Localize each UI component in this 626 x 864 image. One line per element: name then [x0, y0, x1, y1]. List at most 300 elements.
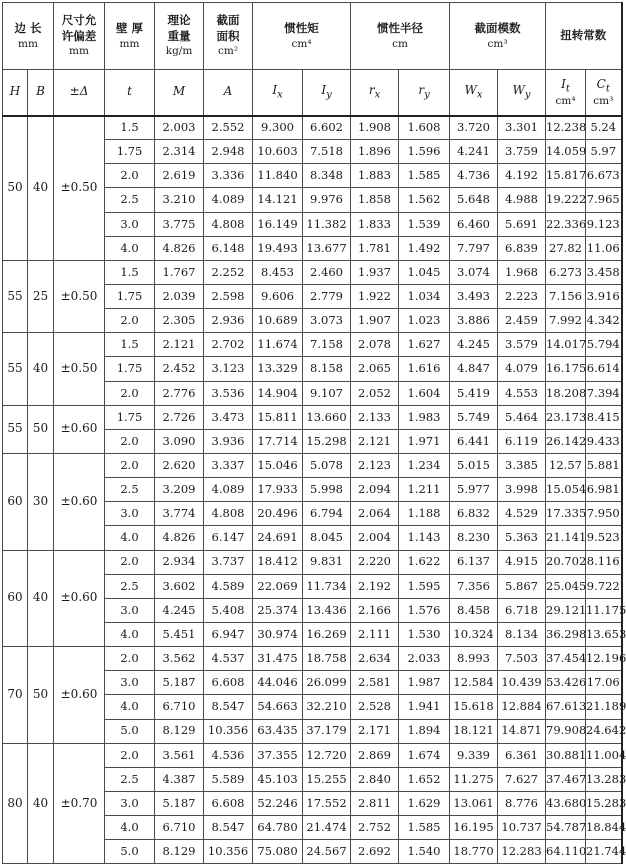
- cell-t: 2.0: [105, 647, 155, 671]
- cell-tolerance: ±0.60: [54, 453, 105, 550]
- cell-Wy: 4.553: [498, 381, 546, 405]
- cell-rx: 2.840: [351, 767, 399, 791]
- tolerance-unit: mm: [69, 45, 89, 58]
- symbol-rx: [351, 70, 399, 116]
- cell-Ct: 5.794: [586, 333, 622, 357]
- cell-Iy: 2.779: [303, 284, 351, 308]
- cell-rx: 1.922: [351, 284, 399, 308]
- cell-rx: 2.811: [351, 791, 399, 815]
- cell-Wx: 9.339: [450, 743, 498, 767]
- symbol-Wx-sub: x: [476, 89, 483, 101]
- cell-A: 4.536: [204, 743, 253, 767]
- wall-thickness-unit: mm: [119, 37, 140, 50]
- cell-Ct: 13.283: [586, 767, 622, 791]
- cell-It: 37.467: [546, 767, 586, 791]
- cell-Ct: 5.24: [586, 116, 622, 140]
- cell-Wy: 12.283: [498, 840, 546, 864]
- cell-Iy: 5.998: [303, 478, 351, 502]
- cell-It: 53.426: [546, 671, 586, 695]
- cell-Ct: 11.06: [586, 236, 622, 260]
- cell-ry: 1.622: [399, 550, 450, 574]
- cell-Ix: 16.149: [253, 212, 303, 236]
- cell-M: 3.561: [155, 743, 204, 767]
- header-tolerance: [54, 3, 105, 70]
- cell-A: 5.408: [204, 598, 253, 622]
- cell-M: 5.451: [155, 622, 204, 646]
- cell-Iy: 13.436: [303, 598, 351, 622]
- cell-rx: 1.858: [351, 188, 399, 212]
- header-section-modulus: [450, 3, 546, 70]
- header-theoretical-weight: [155, 3, 204, 70]
- cell-Wy: 2.223: [498, 284, 546, 308]
- symbol-Ct-unit: cm³: [593, 94, 614, 107]
- cell-H: 55: [3, 333, 28, 405]
- cell-ry: 1.629: [399, 791, 450, 815]
- cell-Wx: 4.847: [450, 357, 498, 381]
- cell-t: 5.0: [105, 840, 155, 864]
- cell-Iy: 6.794: [303, 502, 351, 526]
- cell-ry: 1.023: [399, 309, 450, 333]
- cell-rx: 2.634: [351, 647, 399, 671]
- area-label-line2: 面积: [216, 28, 240, 43]
- cell-ry: 1.585: [399, 164, 450, 188]
- cell-It: 18.208: [546, 381, 586, 405]
- area-label-line1: 截面: [216, 13, 240, 28]
- cell-Wy: 8.134: [498, 622, 546, 646]
- cell-A: 4.589: [204, 574, 253, 598]
- cell-Ct: 8.116: [586, 550, 622, 574]
- cell-Wy: 3.301: [498, 116, 546, 140]
- cell-ry: 1.652: [399, 767, 450, 791]
- cell-Wx: 5.749: [450, 405, 498, 429]
- cell-It: 14.059: [546, 140, 586, 164]
- cell-Ix: 30.974: [253, 622, 303, 646]
- symbol-t: [105, 70, 155, 116]
- cell-A: 4.537: [204, 647, 253, 671]
- symbol-Wy: [498, 70, 546, 116]
- cell-Ct: 7.950: [586, 502, 622, 526]
- cell-It: 43.680: [546, 791, 586, 815]
- cell-t: 2.0: [105, 550, 155, 574]
- symbol-It: [546, 70, 586, 116]
- cell-t: 4.0: [105, 236, 155, 260]
- cell-It: 23.173: [546, 405, 586, 429]
- cell-t: 5.0: [105, 719, 155, 743]
- header-moment-of-inertia: [253, 3, 351, 70]
- cell-Iy: 21.474: [303, 816, 351, 840]
- cell-Ix: 8.453: [253, 260, 303, 284]
- cell-Iy: 9.107: [303, 381, 351, 405]
- cell-t: 4.0: [105, 816, 155, 840]
- cell-tolerance: ±0.60: [54, 550, 105, 647]
- cell-Wy: 10.439: [498, 671, 546, 695]
- cell-M: 3.602: [155, 574, 204, 598]
- cell-It: 12.238: [546, 116, 586, 140]
- cell-It: 22.336: [546, 212, 586, 236]
- cell-Ct: 6.673: [586, 164, 622, 188]
- cell-ry: 1.971: [399, 429, 450, 453]
- cell-Ct: 13.653: [586, 622, 622, 646]
- cell-A: 10.356: [204, 719, 253, 743]
- symbol-It-sub: t: [565, 83, 570, 95]
- cell-It: 27.82: [546, 236, 586, 260]
- cell-rx: 2.166: [351, 598, 399, 622]
- cell-Wx: 6.441: [450, 429, 498, 453]
- cell-Wx: 3.886: [450, 309, 498, 333]
- cell-Wx: 12.584: [450, 671, 498, 695]
- table-row: [3, 743, 622, 767]
- cell-A: 4.808: [204, 502, 253, 526]
- symbol-ry-sub: y: [424, 89, 430, 101]
- cell-ry: 1.530: [399, 622, 450, 646]
- cell-It: 14.017: [546, 333, 586, 357]
- symbol-Ix-text: I: [272, 82, 278, 97]
- cell-tolerance: ±0.70: [54, 743, 105, 864]
- modulus-unit: cm³: [487, 37, 508, 50]
- symbol-A-text: A: [223, 84, 233, 99]
- cell-ry: 1.595: [399, 574, 450, 598]
- cell-It: 15.054: [546, 478, 586, 502]
- cell-Iy: 12.720: [303, 743, 351, 767]
- symbol-rx-text: r: [368, 82, 375, 97]
- cell-Ix: 64.780: [253, 816, 303, 840]
- cell-It: 21.141: [546, 526, 586, 550]
- cell-Iy: 5.078: [303, 453, 351, 477]
- cell-It: 29.121: [546, 598, 586, 622]
- cell-A: 4.808: [204, 212, 253, 236]
- cell-Wy: 2.459: [498, 309, 546, 333]
- cell-H: 60: [3, 453, 28, 550]
- cell-ry: 1.987: [399, 671, 450, 695]
- cell-Iy: 8.045: [303, 526, 351, 550]
- table-row: [3, 333, 622, 357]
- cell-M: 2.726: [155, 405, 204, 429]
- cell-Wx: 3.074: [450, 260, 498, 284]
- cell-rx: 2.065: [351, 357, 399, 381]
- cell-Ix: 14.121: [253, 188, 303, 212]
- cell-It: 25.045: [546, 574, 586, 598]
- cell-rx: 1.896: [351, 140, 399, 164]
- cell-Wx: 3.493: [450, 284, 498, 308]
- cell-A: 3.337: [204, 453, 253, 477]
- cell-ry: 1.608: [399, 116, 450, 140]
- cell-Wx: 8.458: [450, 598, 498, 622]
- cell-Wx: 15.618: [450, 695, 498, 719]
- cell-t: 2.0: [105, 429, 155, 453]
- cell-rx: 1.907: [351, 309, 399, 333]
- tolerance-label-line2: 许偏差: [61, 28, 97, 43]
- table-row: [3, 453, 622, 477]
- symbol-Iy: [303, 70, 351, 116]
- cell-Wy: 3.385: [498, 453, 546, 477]
- cell-ry: 1.188: [399, 502, 450, 526]
- cell-Wy: 4.988: [498, 188, 546, 212]
- cell-rx: 1.937: [351, 260, 399, 284]
- cell-A: 8.547: [204, 695, 253, 719]
- cell-Iy: 6.602: [303, 116, 351, 140]
- cell-Iy: 24.567: [303, 840, 351, 864]
- cell-Wy: 6.361: [498, 743, 546, 767]
- symbol-Ix-sub: x: [277, 89, 283, 101]
- cell-Ct: 6.981: [586, 478, 622, 502]
- cell-A: 8.547: [204, 816, 253, 840]
- cell-ry: 1.941: [399, 695, 450, 719]
- cell-rx: 2.528: [351, 695, 399, 719]
- cell-Wx: 5.015: [450, 453, 498, 477]
- cell-It: 7.156: [546, 284, 586, 308]
- cell-Ct: 8.415: [586, 405, 622, 429]
- cell-M: 4.826: [155, 526, 204, 550]
- cell-ry: 1.585: [399, 816, 450, 840]
- cell-M: 2.003: [155, 116, 204, 140]
- symbol-Wy-sub: y: [524, 89, 531, 101]
- cell-t: 1.75: [105, 140, 155, 164]
- cell-Iy: 11.734: [303, 574, 351, 598]
- symbol-Ct: [586, 70, 622, 116]
- cell-A: 6.608: [204, 791, 253, 815]
- cell-rx: 2.121: [351, 429, 399, 453]
- cell-H: 70: [3, 647, 28, 744]
- cell-Wy: 1.968: [498, 260, 546, 284]
- symbol-B-text: B: [36, 84, 45, 99]
- symbol-ry: [399, 70, 450, 116]
- cell-Ct: 9.722: [586, 574, 622, 598]
- symbol-rx-sub: x: [374, 89, 381, 101]
- cell-Ix: 14.904: [253, 381, 303, 405]
- cell-Iy: 8.348: [303, 164, 351, 188]
- cell-ry: 1.034: [399, 284, 450, 308]
- cell-Wy: 6.718: [498, 598, 546, 622]
- cell-Wx: 4.736: [450, 164, 498, 188]
- symbol-ry-text: r: [418, 82, 425, 97]
- cell-M: 3.210: [155, 188, 204, 212]
- cell-Iy: 9.976: [303, 188, 351, 212]
- cell-t: 3.0: [105, 671, 155, 695]
- symbol-Ix: [253, 70, 303, 116]
- inertia-unit: cm⁴: [291, 37, 312, 50]
- header-torsion-constant: [546, 3, 622, 70]
- cell-ry: 1.604: [399, 381, 450, 405]
- cell-Ix: 63.435: [253, 719, 303, 743]
- cell-Wx: 18.121: [450, 719, 498, 743]
- cell-rx: 2.869: [351, 743, 399, 767]
- cell-Iy: 37.179: [303, 719, 351, 743]
- cell-Wy: 5.691: [498, 212, 546, 236]
- cell-A: 3.936: [204, 429, 253, 453]
- cell-Wy: 3.759: [498, 140, 546, 164]
- cell-A: 3.473: [204, 405, 253, 429]
- cell-A: 3.336: [204, 164, 253, 188]
- cell-Wy: 12.884: [498, 695, 546, 719]
- cell-Wy: 5.464: [498, 405, 546, 429]
- symbol-It-text: I: [561, 76, 566, 91]
- cell-M: 3.774: [155, 502, 204, 526]
- symbol-H-text: H: [9, 84, 21, 99]
- cell-Iy: 13.660: [303, 405, 351, 429]
- cell-Ix: 11.674: [253, 333, 303, 357]
- cell-t: 2.5: [105, 574, 155, 598]
- cell-rx: 2.752: [351, 816, 399, 840]
- cell-Ix: 9.300: [253, 116, 303, 140]
- cell-t: 2.0: [105, 743, 155, 767]
- cell-ry: 1.562: [399, 188, 450, 212]
- cell-Wx: 7.356: [450, 574, 498, 598]
- cell-Ct: 11.004: [586, 743, 622, 767]
- cell-tolerance: ±0.50: [54, 260, 105, 332]
- cell-Ct: 24.642: [586, 719, 622, 743]
- cell-rx: 1.908: [351, 116, 399, 140]
- cell-ry: 1.596: [399, 140, 450, 164]
- cell-Wy: 6.119: [498, 429, 546, 453]
- cell-M: 2.314: [155, 140, 204, 164]
- cell-Iy: 17.552: [303, 791, 351, 815]
- cell-Wx: 7.797: [450, 236, 498, 260]
- symbol-Wx: [450, 70, 498, 116]
- cell-rx: 2.064: [351, 502, 399, 526]
- cell-It: 36.298: [546, 622, 586, 646]
- cell-Wx: 6.832: [450, 502, 498, 526]
- gyration-label: 惯性半径: [377, 21, 424, 36]
- cell-t: 1.5: [105, 333, 155, 357]
- cell-M: 3.209: [155, 478, 204, 502]
- cell-Ix: 18.412: [253, 550, 303, 574]
- cell-ry: 1.539: [399, 212, 450, 236]
- cell-H: 60: [3, 550, 28, 647]
- cell-t: 4.0: [105, 695, 155, 719]
- area-unit: cm²: [217, 45, 239, 58]
- cell-B: 40: [28, 116, 54, 261]
- cell-t: 2.5: [105, 188, 155, 212]
- cell-t: 2.0: [105, 309, 155, 333]
- cell-Wx: 13.061: [450, 791, 498, 815]
- cell-Ct: 5.881: [586, 453, 622, 477]
- cell-Ix: 11.840: [253, 164, 303, 188]
- cell-Ct: 21.189: [586, 695, 622, 719]
- symbol-tolerance-text: ±Δ: [69, 84, 89, 99]
- cell-tolerance: ±0.50: [54, 116, 105, 261]
- weight-label-line2: 重量: [167, 28, 191, 43]
- cell-A: 2.948: [204, 140, 253, 164]
- cell-M: 2.934: [155, 550, 204, 574]
- cell-rx: 1.781: [351, 236, 399, 260]
- symbol-M-text: M: [172, 84, 186, 99]
- symbol-Ct-sub: t: [605, 83, 610, 95]
- cell-A: 6.608: [204, 671, 253, 695]
- cell-Ct: 9.523: [586, 526, 622, 550]
- cell-rx: 2.123: [351, 453, 399, 477]
- cell-Ix: 22.069: [253, 574, 303, 598]
- cell-M: 8.129: [155, 719, 204, 743]
- symbol-Wy-text: W: [512, 82, 525, 97]
- cell-H: 50: [3, 116, 28, 261]
- cell-rx: 2.192: [351, 574, 399, 598]
- cell-rx: 2.004: [351, 526, 399, 550]
- cell-Ct: 15.283: [586, 791, 622, 815]
- cell-A: 5.589: [204, 767, 253, 791]
- cell-Wx: 5.648: [450, 188, 498, 212]
- header-side-length: [3, 3, 54, 70]
- cell-ry: 1.983: [399, 405, 450, 429]
- cell-t: 1.75: [105, 405, 155, 429]
- symbol-Ct-text: C: [596, 76, 606, 91]
- cell-Ix: 15.811: [253, 405, 303, 429]
- table-row: [3, 647, 622, 671]
- cell-A: 3.737: [204, 550, 253, 574]
- cell-Wy: 14.871: [498, 719, 546, 743]
- cell-It: 79.908: [546, 719, 586, 743]
- cell-Wy: 4.079: [498, 357, 546, 381]
- cell-ry: 2.033: [399, 647, 450, 671]
- cell-It: 30.881: [546, 743, 586, 767]
- cell-H: 55: [3, 260, 28, 332]
- cell-It: 6.273: [546, 260, 586, 284]
- cell-Ct: 9.123: [586, 212, 622, 236]
- cell-M: 2.121: [155, 333, 204, 357]
- cell-B: 40: [28, 333, 54, 405]
- cell-Ix: 9.606: [253, 284, 303, 308]
- cell-Ct: 7.394: [586, 381, 622, 405]
- cell-M: 1.767: [155, 260, 204, 284]
- cell-Ix: 54.663: [253, 695, 303, 719]
- cell-Wy: 8.776: [498, 791, 546, 815]
- cell-rx: 2.111: [351, 622, 399, 646]
- symbol-M: [155, 70, 204, 116]
- symbol-H: [3, 70, 28, 116]
- cell-Ix: 10.603: [253, 140, 303, 164]
- cell-Wx: 6.460: [450, 212, 498, 236]
- cell-rx: 1.833: [351, 212, 399, 236]
- cell-A: 6.148: [204, 236, 253, 260]
- cell-It: 37.454: [546, 647, 586, 671]
- cell-A: 6.147: [204, 526, 253, 550]
- cell-Iy: 9.831: [303, 550, 351, 574]
- cell-A: 2.936: [204, 309, 253, 333]
- cell-It: 54.787: [546, 816, 586, 840]
- cell-Iy: 15.298: [303, 429, 351, 453]
- cell-Ix: 75.080: [253, 840, 303, 864]
- cell-M: 5.187: [155, 791, 204, 815]
- cell-rx: 2.171: [351, 719, 399, 743]
- cell-Ct: 5.97: [586, 140, 622, 164]
- cell-A: 2.252: [204, 260, 253, 284]
- cell-It: 15.817: [546, 164, 586, 188]
- cell-Ix: 45.103: [253, 767, 303, 791]
- cell-Wx: 5.977: [450, 478, 498, 502]
- cell-M: 4.826: [155, 236, 204, 260]
- cell-B: 50: [28, 405, 54, 453]
- cell-ry: 1.627: [399, 333, 450, 357]
- cell-Ct: 7.965: [586, 188, 622, 212]
- cell-rx: 2.133: [351, 405, 399, 429]
- cell-rx: 2.220: [351, 550, 399, 574]
- cell-Ix: 52.246: [253, 791, 303, 815]
- cell-H: 80: [3, 743, 28, 864]
- cell-Ct: 11.175: [586, 598, 622, 622]
- symbol-Iy-sub: y: [326, 89, 332, 101]
- side-length-label: 边 长: [14, 21, 42, 36]
- cell-Ix: 17.933: [253, 478, 303, 502]
- cell-t: 3.0: [105, 598, 155, 622]
- cell-Wx: 5.419: [450, 381, 498, 405]
- cell-Ix: 15.046: [253, 453, 303, 477]
- cell-t: 1.75: [105, 357, 155, 381]
- symbol-B: [28, 70, 54, 116]
- cell-ry: 1.616: [399, 357, 450, 381]
- cell-t: 2.0: [105, 164, 155, 188]
- cell-A: 2.552: [204, 116, 253, 140]
- symbol-t-text: t: [127, 84, 132, 99]
- cell-B: 40: [28, 550, 54, 647]
